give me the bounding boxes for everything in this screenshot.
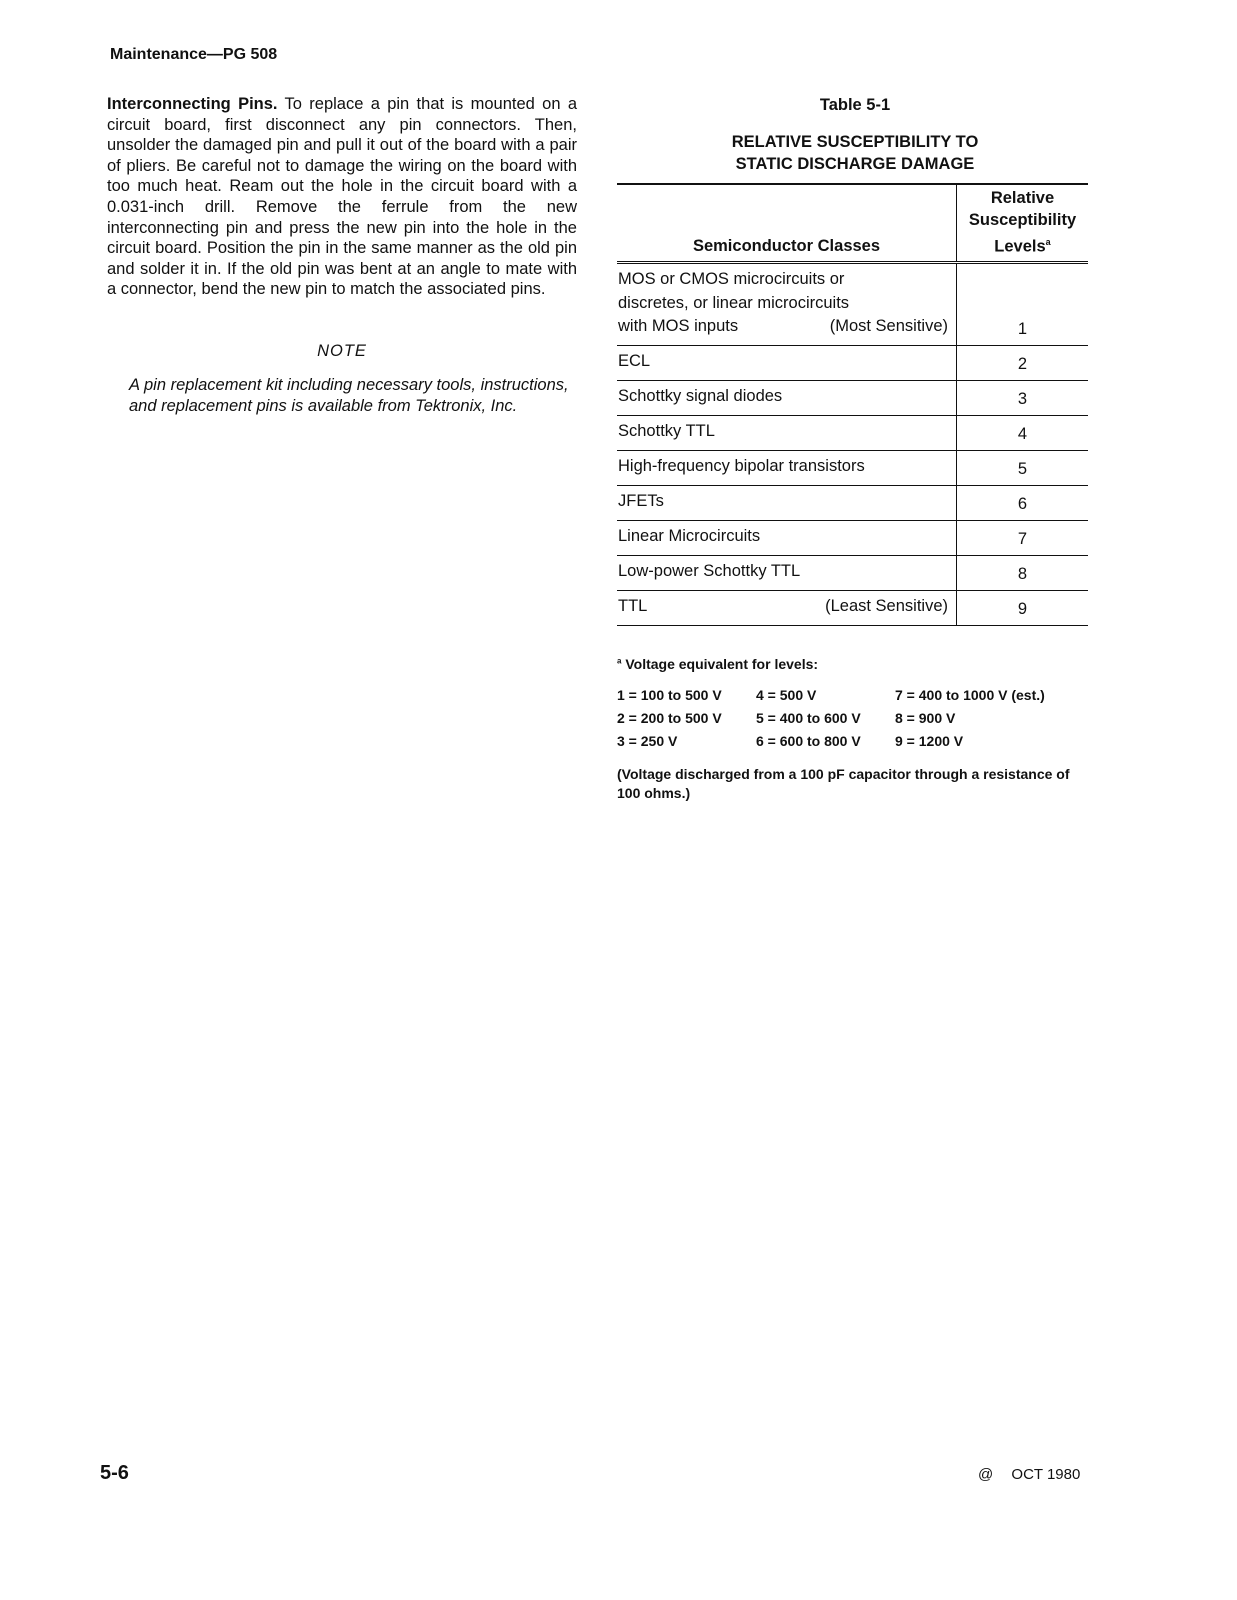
table-row <box>617 555 1088 590</box>
class-cell: Schottky TTL <box>618 422 715 440</box>
class-cell: Schottky signal diodes <box>618 387 783 405</box>
table-row <box>617 485 1088 520</box>
class-line-text: TTL <box>618 597 648 615</box>
voltage-level: 1 = 100 to 500 V <box>617 687 722 703</box>
table-row <box>617 415 1088 450</box>
table-row <box>617 590 1088 625</box>
header-levels-line-2: Susceptibility <box>968 210 1077 229</box>
table-number: Table 5-1 <box>819 96 891 114</box>
header-levels-word: Levels <box>994 237 1046 255</box>
table-title <box>617 131 1093 175</box>
footnote-title-text: Voltage equivalent for levels: <box>625 656 819 672</box>
voltage-level: 7 = 400 to 1000 V (est.) <box>895 687 1045 703</box>
paragraph-lead: Interconnecting Pins. <box>107 95 278 113</box>
table-row <box>617 263 1088 346</box>
header-semiconductor-classes: Semiconductor Classes <box>692 237 881 255</box>
footnote-marker: a <box>617 656 622 666</box>
copyright-symbol: @ <box>978 1466 994 1483</box>
header-susceptibility-levels <box>957 184 1089 263</box>
footnote-note: (Voltage discharged from a 100 pF capacitor through a resistance of 100 ohms.) <box>617 766 1070 801</box>
note-title: NOTE <box>317 341 367 360</box>
voltage-level: 3 = 250 V <box>617 733 678 749</box>
voltage-level: 6 = 600 to 800 V <box>756 733 861 749</box>
voltage-level: 4 = 500 V <box>756 687 817 703</box>
footer-date <box>978 1466 1080 1483</box>
voltage-level: 9 = 1200 V <box>895 733 964 749</box>
level-cell: 1 <box>957 263 1089 346</box>
class-line <box>618 315 948 339</box>
voltage-levels-grid <box>617 686 1087 751</box>
table-row <box>617 380 1088 415</box>
revision-date: OCT 1980 <box>1011 1466 1081 1483</box>
level-cell: 7 <box>957 520 1089 555</box>
class-line: discretes, or linear microcircuits <box>618 293 850 312</box>
table-header-row <box>617 184 1088 263</box>
class-cell: ECL <box>618 352 651 370</box>
sensitivity-qualifier: (Least Sensitive) <box>825 597 948 615</box>
class-cell <box>617 263 957 346</box>
level-cell: 4 <box>957 415 1089 450</box>
note-text: A pin replacement kit including necessary tools, instructions, and replacement pins is available from Tektronix, Inc. <box>129 375 569 415</box>
level-cell: 3 <box>957 380 1089 415</box>
running-head: Maintenance—PG 508 <box>110 46 278 63</box>
footnote-marker: a <box>1045 236 1051 247</box>
level-cell: 6 <box>957 485 1089 520</box>
page-number: 5-6 <box>100 1462 129 1484</box>
susceptibility-table <box>617 183 1088 626</box>
left-column <box>107 94 577 417</box>
voltage-level: 2 = 200 to 500 V <box>617 710 722 726</box>
class-line <box>618 595 948 619</box>
table-title-line-1: RELATIVE SUSCEPTIBILITY TO <box>731 133 979 151</box>
sensitivity-qualifier: (Most Sensitive) <box>829 317 948 335</box>
level-cell: 5 <box>957 450 1089 485</box>
header-levels-line-3 <box>957 231 1088 258</box>
voltage-level: 5 = 400 to 600 V <box>756 710 861 726</box>
footnote-title <box>617 656 1087 672</box>
class-line: MOS or CMOS microcircuits or <box>618 270 845 288</box>
class-cell: JFETs <box>618 492 664 510</box>
level-cell: 2 <box>957 345 1089 380</box>
class-cell: Linear Microcircuits <box>618 527 761 545</box>
table-row <box>617 345 1088 380</box>
class-cell <box>617 590 957 625</box>
table-row <box>617 450 1088 485</box>
interconnecting-pins-paragraph <box>107 94 577 300</box>
voltage-level: 8 = 900 V <box>895 710 956 726</box>
level-cell: 9 <box>957 590 1089 625</box>
level-cell: 8 <box>957 555 1089 590</box>
right-column <box>617 96 1093 626</box>
table-footnote <box>617 656 1087 803</box>
table-row <box>617 520 1088 555</box>
paragraph-body: To replace a pin that is mounted on a circuit board, first disconnect any pin connectors. Then, unsolder the damaged pin and pull it out of the board with a pair of pliers. Be careful not to damage the wiring on the board with too much heat. Ream out the hole in the circuit board with a 0.031-inch drill. Remove the ferrule from the new interconnecting pin and press the new pin into the hole in the circuit board. Position the pin in the same manner as the old pin and solder it in. If the old pin was bent at an angle to mate with a connector, bend the new pin to match the associated pins. <box>107 95 577 299</box>
class-cell: Low-power Schottky TTL <box>618 562 801 580</box>
table-title-line-2: STATIC DISCHARGE DAMAGE <box>735 155 975 173</box>
class-line-text: with MOS inputs <box>618 317 739 335</box>
class-cell: High-frequency bipolar transistors <box>618 457 865 475</box>
header-levels-line-1: Relative <box>990 188 1055 207</box>
